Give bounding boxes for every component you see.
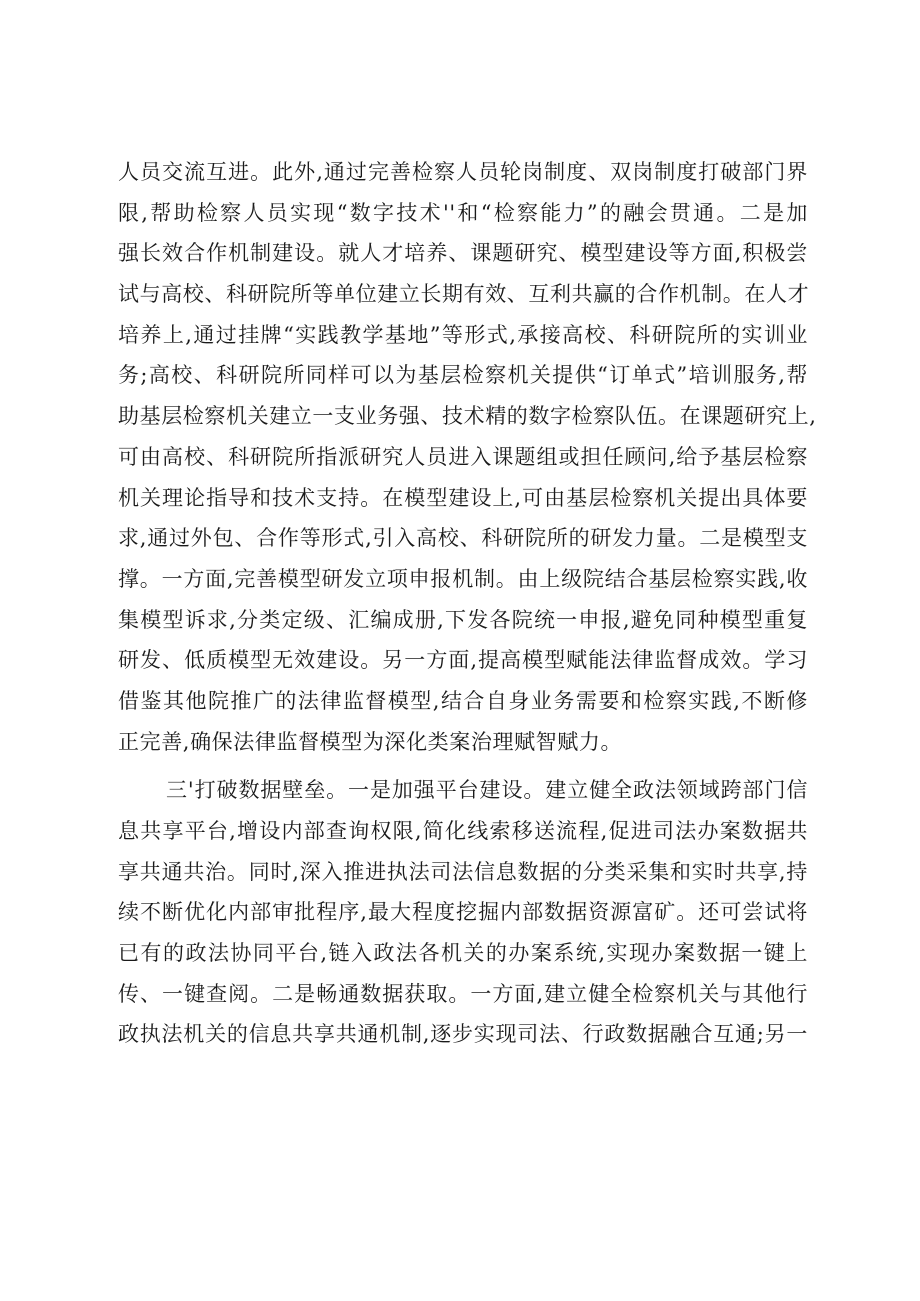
- text-line: 务;高校、科研院所同样可以为基层检察机关提供“订单式”培训服务,帮: [118, 363, 808, 388]
- text-line: 传、一键查阅。二是畅通数据获取。一方面,建立健全检察机关与其他行: [118, 981, 808, 1006]
- text-line: 续不断优化内部审批程序,最大程度挖掘内部数据资源富矿。还可尝试将: [118, 900, 808, 925]
- text-line: 人员交流互进。此外,通过完善检察人员轮岗制度、双岗制度打破部门界: [118, 160, 808, 184]
- text-line: 正完善,确保法律监督模型为深化类案治理赋智赋力。: [118, 729, 623, 754]
- text-line: 培养上,通过挂牌“实践教学基地”等形式,承接高校、科研院所的实训业: [118, 322, 808, 347]
- text-line: 已有的政法协同平台,链入政法各机关的办案系统,实现办案数据一键上: [118, 941, 808, 966]
- text-line: 限,帮助检察人员实现“数字技术''和“检察能力”的融会贯通。二是加: [118, 200, 808, 225]
- text-line: 试与高校、科研院所等单位建立长期有效、互利共赢的合作机制。在人才: [118, 282, 810, 307]
- text-line: 机关理论指导和技术支持。在模型建设上,可由基层检察机关提出具体要: [118, 485, 808, 510]
- document-body: [118, 152, 817, 1055]
- text-line: 撑。一方面,完善模型研发立项申报机制。由上级院结合基层检察实践,收: [118, 566, 808, 591]
- text-line: 借鉴其他院推广的法律监督模型,结合自身业务需要和检察实践,不断修: [118, 688, 808, 713]
- text-line: 可由高校、科研院所指派研究人员进入课题组或担任顾问,给予基层检察: [118, 444, 808, 469]
- paragraph-data-barriers: [118, 770, 808, 1055]
- text-line: 集模型诉求,分类定级、汇编成册,下发各院统一申报,避免同种模型重复: [118, 607, 808, 632]
- text-line: 研发、低质模型无效建设。另一方面,提高模型赋能法律监督成效。学习: [118, 648, 808, 673]
- text-line: 息共享平台,增设内部查询权限,简化线索移送流程,促进司法办案数据共: [118, 819, 808, 843]
- text-line: 强长效合作机制建设。就人才培养、课题研究、模型建设等方面,积极尝: [118, 241, 808, 266]
- paragraph-talent-cooperation: [118, 152, 817, 762]
- text-line: 三'打破数据壁垒。一是加强平台建设。建立健全政法领域跨部门信: [166, 778, 808, 803]
- paragraph-gap: [118, 762, 808, 770]
- text-line: 政执法机关的信息共享共通机制,逐步实现司法、行政数据融合互通;另一: [118, 1022, 808, 1047]
- text-line: 求,通过外包、合作等形式,引入高校、科研院所的研发力量。二是模型支: [118, 526, 808, 551]
- text-line: 享共通共治。同时,深入推进执法司法信息数据的分类采集和实时共享,持: [118, 859, 808, 884]
- text-line: 助基层检察机关建立一支业务强、技术精的数字检察队伍。在课题研究上,: [118, 404, 817, 429]
